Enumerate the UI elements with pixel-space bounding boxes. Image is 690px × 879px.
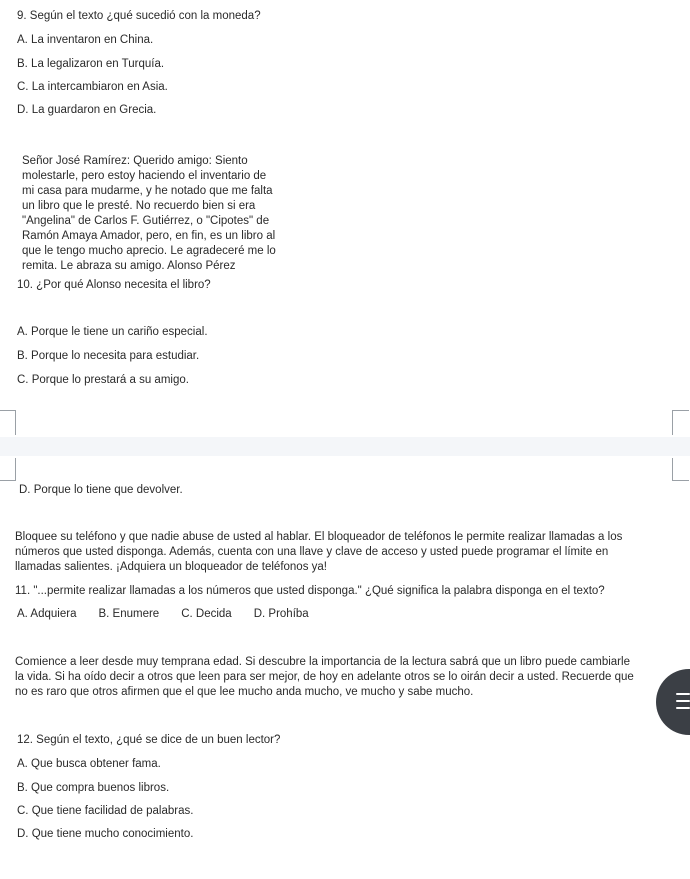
letter-line: Señor José Ramírez: Querido amigo: Siento [22,155,248,167]
passage3-line: la vida. Si ha oído decir a otros que leen para ser mejor, de hoy en adelante otros se lo oirán decir a usted. Recuerde que [15,671,634,683]
q12-option-d: D. Que tiene mucho conocimiento. [17,828,194,840]
page-break-band [0,437,690,456]
letter-line: molestarle, pero estoy haciendo el inventario de [22,170,267,182]
letter-line: remita. Le abraza su amigo. Alonso Pérez [22,260,236,272]
q9-option-c: C. La intercambiaron en Asia. [17,81,168,93]
passage3-line: Comience a leer desde muy temprana edad. Si descubre la importancia de la lectura sabrá que un libro puede cambiarle [15,656,630,668]
q12-question: 12. Según el texto, ¿qué se dice de un buen lector? [17,734,281,746]
page-corner-mark [672,458,689,481]
q10-option-a: A. Porque le tiene un cariño especial. [17,326,208,338]
q10-option-b: B. Porque lo necesita para estudiar. [17,350,200,362]
passage3-line: no es raro que otros afirmen que el que lee mucho anda mucho, ve mucho y sabe mucho. [15,686,474,698]
q11-options [17,607,331,621]
q11-option-b: B. Enumere [98,608,160,620]
q10-option-c: C. Porque lo prestará a su amigo. [17,374,189,386]
page-corner-mark [0,410,16,435]
letter-line: "Angelina" de Carlos F. Gutiérrez, o "Cipotes" de [22,215,270,227]
q11-option-d: D. Prohíba [253,608,309,620]
letter-line: mi casa para mudarme, y he notado que me falta [22,185,273,197]
page-corner-mark [0,458,16,481]
q11-option-c: C. Decida [181,608,232,620]
q9-option-a: A. La inventaron en China. [17,34,154,46]
q9-option-d: D. La guardaron en Grecia. [17,104,157,116]
q12-option-b: B. Que compra buenos libros. [17,782,170,794]
q11-question: 11. "...permite realizar llamadas a los números que usted disponga." ¿Qué significa la palabra disponga en el texto? [15,585,605,597]
q10-question: 10. ¿Por qué Alonso necesita el libro? [17,279,211,291]
q12-option-a: A. Que busca obtener fama. [17,758,161,770]
letter-line: un libro que le presté. No recuerdo bien si era [22,200,256,212]
letter-line: Ramón Amaya Amador, pero, en fin, es un libro al [22,230,276,242]
q9-option-b: B. La legalizaron en Turquía. [17,58,165,70]
q9-question: 9. Según el texto ¿qué sucedió con la moneda? [17,10,261,22]
q10-option-d: D. Porque lo tiene que devolver. [19,484,183,496]
q12-option-c: C. Que tiene facilidad de palabras. [17,805,194,817]
page-corner-mark [672,410,689,435]
menu-button[interactable] [656,669,690,735]
passage2-line: Bloquee su teléfono y que nadie abuse de usted al hablar. El bloqueador de teléfonos le permite realizar llamadas a los [15,531,623,543]
passage2-line: llamadas salientes. ¡Adquiera un bloqueador de teléfonos ya! [15,561,327,573]
passage2-line: números que usted disponga. Además, cuenta con una llave y clave de acceso y usted puede programar el límite en [15,546,609,558]
menu-icon [676,693,690,714]
letter-line: que le tengo mucho aprecio. Le agradeceré me lo [22,245,276,257]
q11-option-a: A. Adquiera [17,608,77,620]
